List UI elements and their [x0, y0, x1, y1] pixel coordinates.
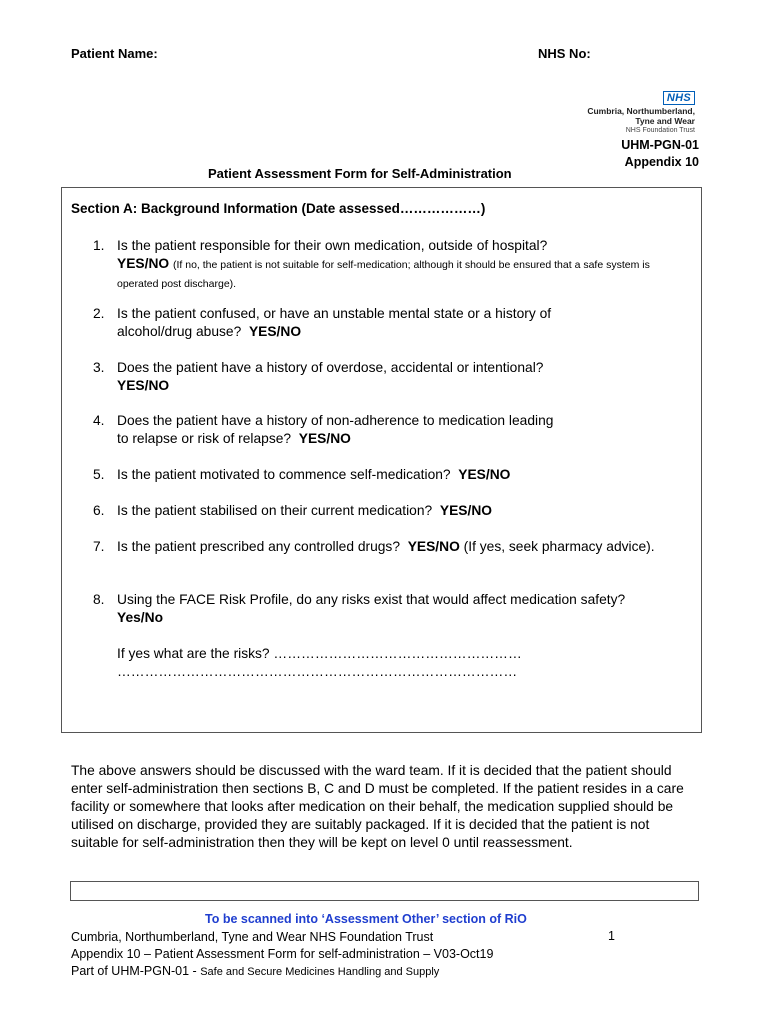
nhs-number-label: NHS No:	[538, 46, 591, 61]
nhs-logo-badge: NHS	[663, 91, 695, 105]
footer-part-prefix: Part of UHM-PGN-01 -	[71, 964, 201, 978]
answer-option[interactable]: YES/NO	[439, 503, 493, 518]
scan-instruction: To be scanned into ‘Assessment Other’ section of RiO	[205, 912, 527, 926]
question-2	[93, 305, 593, 341]
footer-appendix-line: Appendix 10 – Patient Assessment Form for self-administration – V03-Oct19	[71, 947, 494, 961]
question-note: (If yes, seek pharmacy advice).	[463, 539, 655, 554]
nhs-trust-logo	[585, 88, 695, 135]
answer-option[interactable]: Yes/No	[117, 610, 164, 625]
question-3	[93, 359, 693, 395]
appendix-label: Appendix 10	[624, 155, 699, 169]
patient-name-label: Patient Name:	[71, 46, 158, 61]
question-number: 2.	[93, 306, 105, 321]
page-number: 1	[608, 929, 615, 943]
question-6	[93, 502, 693, 520]
answer-option[interactable]: YES/NO	[298, 431, 351, 446]
question-number: 5.	[93, 467, 105, 482]
question-5	[93, 466, 693, 484]
question-text: Is the patient stabilised on their current medication?	[117, 503, 433, 518]
question-text: Using the FACE Risk Profile, do any risks exist that would affect medication safety?	[117, 592, 626, 607]
logo-line-2: Tyne and Wear	[635, 116, 695, 126]
risks-prompt: If yes what are the risks? ………………………………………………	[117, 646, 522, 661]
logo-line-3: NHS Foundation Trust	[625, 127, 695, 134]
footer-part-suffix: Safe and Secure Medicines Handling and Supply	[200, 966, 440, 978]
question-text: Is the patient confused, or have an unstable mental state or a history of alcohol/drug abuse?	[117, 306, 552, 339]
answer-option[interactable]: YES/NO	[458, 467, 511, 482]
risks-field[interactable]	[117, 645, 522, 681]
document-reference	[560, 137, 699, 171]
question-8	[93, 591, 693, 627]
logo-line-1: Cumbria, Northumberland,	[587, 106, 695, 116]
question-text: Is the patient motivated to commence self-medication?	[117, 467, 451, 482]
question-number: 8.	[93, 592, 105, 607]
question-note: (If no, the patient is not suitable for self-medication; although it should be ensured that a safe system is operated post discharge).	[117, 259, 650, 290]
risks-line: ……………………………………………………………………………	[117, 664, 518, 679]
question-number: 1.	[93, 238, 105, 253]
footer-organisation: Cumbria, Northumberland, Tyne and Wear NHS Foundation Trust	[71, 930, 434, 944]
question-text: Does the patient have a history of non-adherence to medication leading to relapse or risk of relapse?	[117, 413, 554, 446]
answer-option[interactable]: YES/NO	[117, 378, 170, 393]
blank-field-box[interactable]	[70, 881, 699, 901]
question-number: 3.	[93, 360, 105, 375]
form-title: Patient Assessment Form for Self-Administration	[208, 166, 512, 181]
answer-option[interactable]: YES/NO	[248, 324, 302, 339]
question-4	[93, 412, 563, 448]
footer-part-line	[71, 963, 439, 980]
question-number: 6.	[93, 503, 105, 518]
doc-ref-code: UHM-PGN-01	[621, 138, 699, 152]
question-7	[93, 538, 673, 556]
guidance-paragraph: The above answers should be discussed with the ward team. If it is decided that the patient should enter self-administration then sections B, C and D must be completed. If the patient resides in a care facility or somewhere that looks after medication on their behalf, the medication supplied should be utilised on discharge, provided they are suitably packaged. If it is decided that the patient is not suitable for self-administration then they will be kept on level 0 until reassessment.	[71, 763, 684, 850]
question-1	[93, 237, 693, 293]
question-number: 7.	[93, 539, 105, 554]
question-text: Does the patient have a history of overdose, accidental or intentional?	[117, 360, 544, 375]
answer-option[interactable]: YES/NO	[407, 539, 460, 554]
section-a-heading: Section A: Background Information (Date assessed………………)	[71, 201, 486, 216]
question-text: Is the patient responsible for their own medication, outside of hospital?	[117, 238, 548, 253]
question-text: Is the patient prescribed any controlled drugs?	[117, 539, 401, 554]
question-number: 4.	[93, 413, 105, 428]
answer-option[interactable]: YES/NO	[117, 256, 170, 271]
